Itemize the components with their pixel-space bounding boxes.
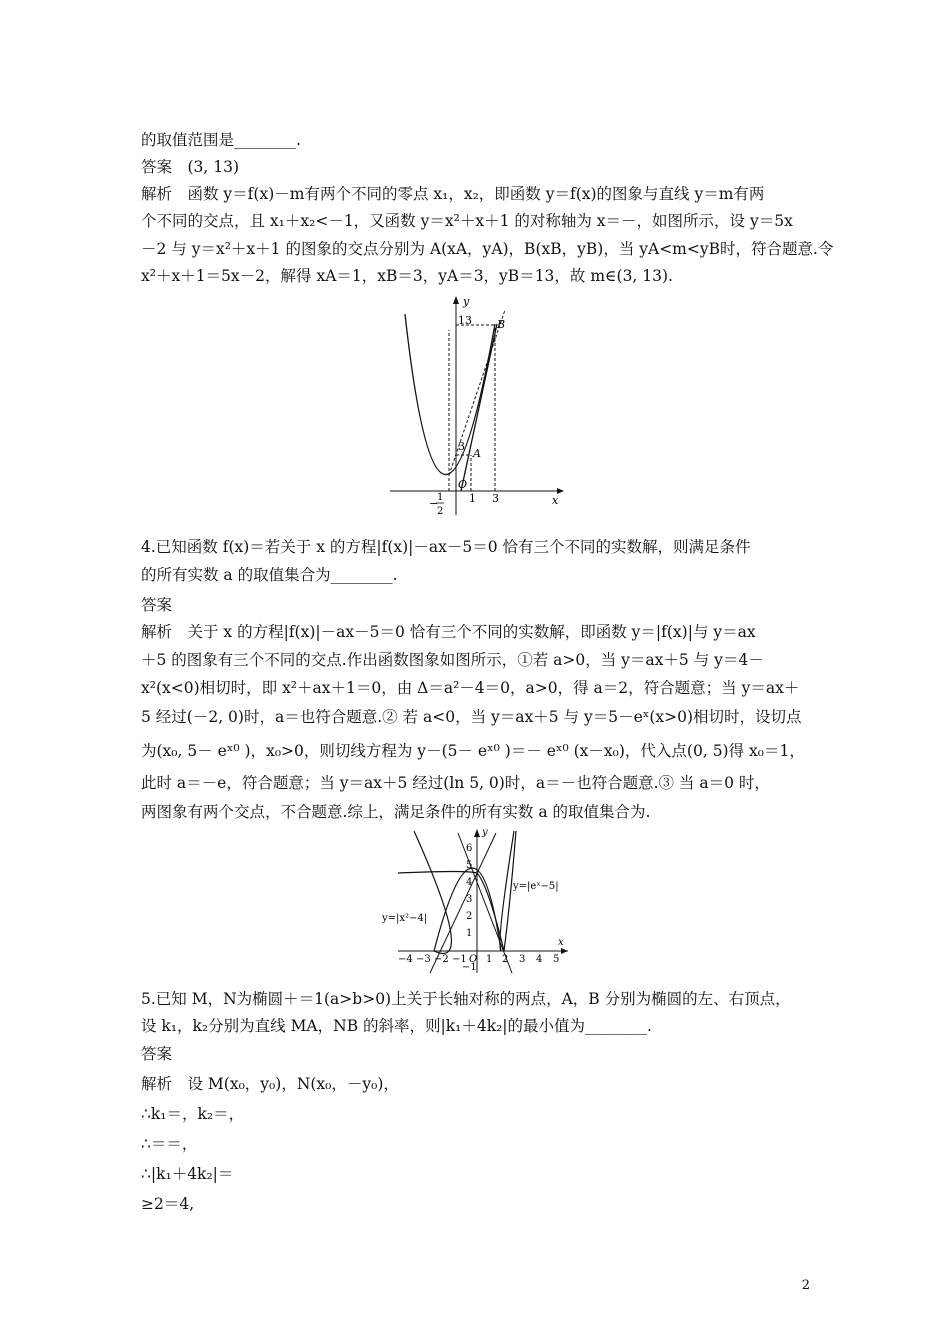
x-tick: −1 <box>452 954 467 965</box>
label-minus: − <box>429 497 439 510</box>
text-line: ∴|k₁＋4k₂|＝ <box>141 1165 234 1183</box>
x-axis-label: x <box>552 494 559 507</box>
y-tick: 6 <box>466 843 473 854</box>
curve-label-left: y=|x²−4| <box>382 913 428 924</box>
text-line: x²＋x＋1＝5x－2，解得 xA＝1，xB＝3，yA＝3，yB＝13，故 m∈(3, 13). <box>141 267 673 285</box>
text-line: 为(x₀, 5－ eˣ⁰ )，x₀>0，则切线方程为 y－(5－ eˣ⁰ )＝－ eˣ⁰ (x－x₀)，代入点(0, 5)得 x₀＝1， <box>141 742 805 760</box>
y-tick: 5 <box>466 860 473 871</box>
x-tick: 5 <box>553 954 560 965</box>
text-line: 的所有实数 a 的取值集合为________. <box>141 566 398 584</box>
x-tick: −3 <box>416 954 431 965</box>
y-axis-label: y <box>463 295 470 308</box>
y-axis-label: y <box>482 827 488 838</box>
text-line: ∴＝＝， <box>141 1135 198 1153</box>
figure-abs-functions <box>378 825 578 975</box>
text-line: 5 经过(－2, 0)时，a＝也符合题意.② 若 a<0，当 y＝ax＋5 与 y＝5－eˣ(x>0)相切时，设切点 <box>141 708 802 726</box>
x-tick: 3 <box>519 954 526 965</box>
label-13: 13 <box>458 314 472 327</box>
figure-parabola-line <box>385 290 570 518</box>
text-line: ≥2＝4, <box>141 1195 195 1213</box>
answer-line: 答案 <box>141 596 173 614</box>
answer-line: 答案 <box>141 1045 173 1063</box>
page-number: 2 <box>801 1278 810 1293</box>
text-line: ＋5 的图象有三个不同的交点.作出函数图象如图所示，①若 a>0，当 y＝ax＋5 与 y＝4－ <box>141 651 764 669</box>
answer-line: 答案 (3, 13) <box>141 158 240 176</box>
label-B: B <box>497 318 506 331</box>
y-tick: −1 <box>462 962 477 973</box>
x-tick: 1 <box>486 954 493 965</box>
x-axis-label: x <box>558 937 564 948</box>
x-tick: 4 <box>536 954 543 965</box>
text-line: ∴k₁＝，k₂＝， <box>141 1105 245 1123</box>
label-half-den: 2 <box>437 506 444 517</box>
text-line: x²(x<0)相切时，即 x²＋ax＋1＝0，由 Δ＝a²－4＝0，a>0，得 a＝2，符合题意；当 y＝ax＋ <box>141 679 800 697</box>
question-4-line: 4.已知函数 f(x)＝若关于 x 的方程|f(x)|－ax－5＝0 恰有三个不同的实数解，则满足条件 <box>141 538 751 556</box>
text-line: 的取值范围是________. <box>141 131 301 149</box>
y-tick: 3 <box>466 894 473 905</box>
x-tick: −4 <box>398 954 413 965</box>
x-tick: 2 <box>502 954 509 965</box>
text-line: 个不同的交点，且 x₁＋x₂<－1，又函数 y＝x²＋x＋1 的对称轴为 x＝－，如图所示，设 y＝5x <box>141 212 793 230</box>
curve-label-right: y=|eˣ−5| <box>513 881 559 892</box>
label-3-y: 3 <box>458 440 465 453</box>
text-line: 此时 a＝－e，符合题意；当 y＝ax＋5 经过(ln 5, 0)时，a＝－也符合题意.③ 当 a＝0 时， <box>141 774 770 792</box>
text-line: －2 与 y＝x²＋x＋1 的图象的交点分别为 A(xA，yA)，B(xB，yB)，当 yA<m<yB时，符合题意.令 <box>141 240 834 258</box>
text-line: 解析 关于 x 的方程|f(x)|－ax－5＝0 恰有三个不同的实数解，即函数 y＝|f(x)|与 y＝ax <box>141 623 756 641</box>
x-tick: −2 <box>434 954 449 965</box>
y-tick: 1 <box>466 928 473 939</box>
y-tick: 2 <box>466 911 473 922</box>
label-3-x: 3 <box>492 492 499 505</box>
text-line: 解析 函数 y＝f(x)－m有两个不同的零点 x₁，x₂，即函数 y＝f(x)的图象与直线 y＝m有两 <box>141 185 765 203</box>
label-origin: O <box>458 478 468 491</box>
text-line: 两图象有两个交点，不合题意.综上，满足条件的所有实数 a 的取值集合为. <box>141 803 651 821</box>
label-1: 1 <box>469 492 476 505</box>
y-tick: 4 <box>466 877 473 888</box>
label-origin: O <box>469 954 478 965</box>
text-line: 解析 设 M(x₀，y₀)，N(x₀，－y₀)， <box>141 1075 399 1093</box>
text-line: 设 k₁，k₂分别为直线 MA，NB 的斜率，则|k₁＋4k₂|的最小值为________. <box>141 1017 652 1035</box>
label-half-num: 1 <box>437 492 444 503</box>
label-A: A <box>473 447 481 460</box>
question-5-line: 5.已知 M，N为椭圆＋＝1(a>b>0)上关于长轴对称的两点，A，B 分别为椭圆的左、右顶点， <box>141 990 791 1008</box>
